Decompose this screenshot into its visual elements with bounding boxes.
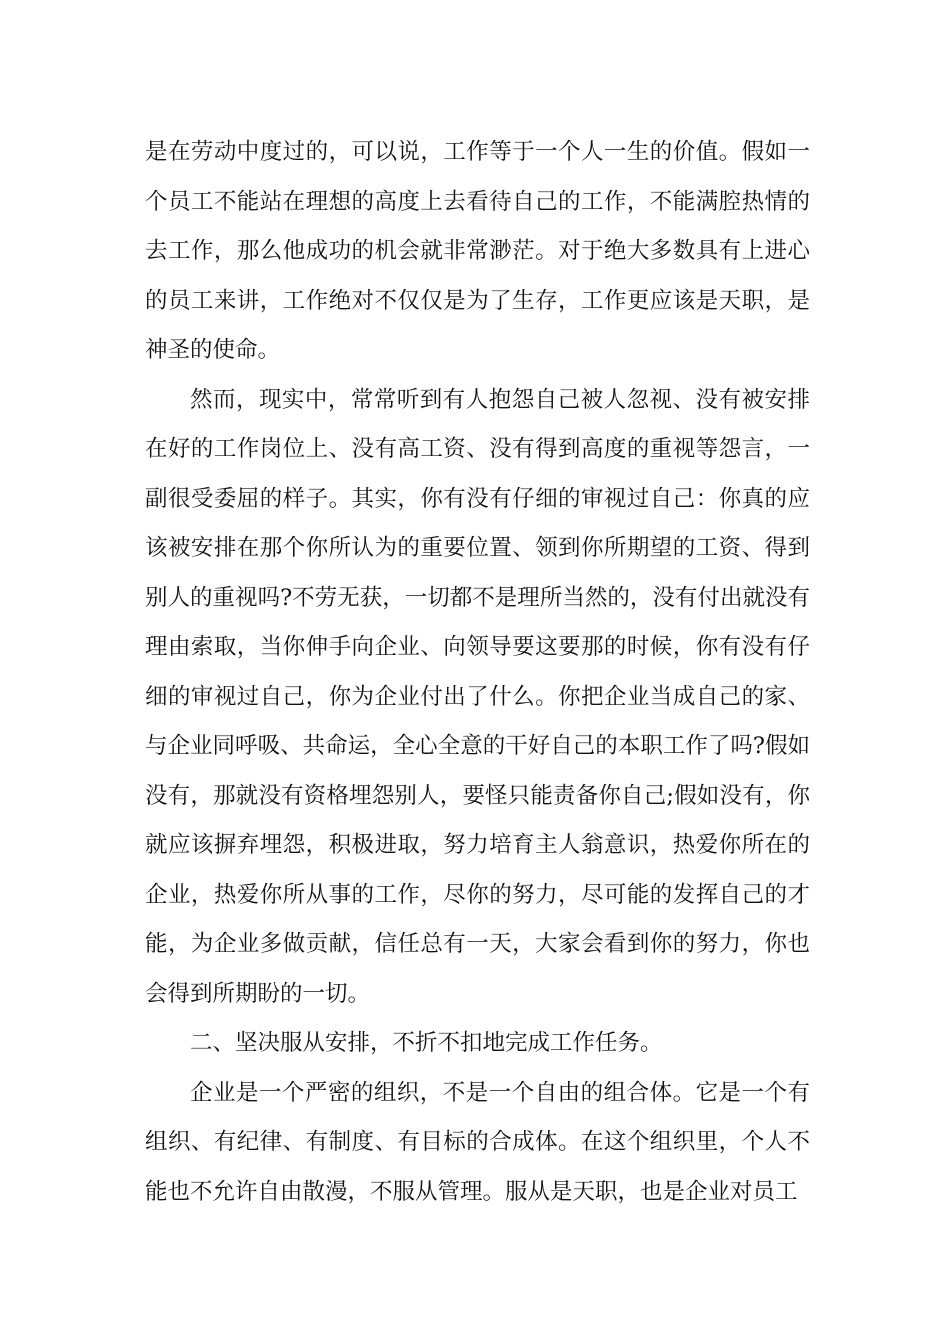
body-paragraph: 是在劳动中度过的，可以说，工作等于一个人一生的价值。假如一个员工不能站在理想的高度上去看待自己的工作，不能满腔热情的去工作，那么他成功的机会就非常渺茫。对于绝大多数具有上进心的员工来讲，工作绝对不仅仅是为了生存，工作更应该是天职，是神圣的使命。: [145, 139, 810, 363]
body-paragraph: 然而，现实中，常常听到有人抱怨自己被人忽视、没有被安排在好的工作岗位上、没有高工资、没有得到高度的重视等怨言，一副很受委屈的样子。其实，你有没有仔细的审视过自己：你真的应该被安排在那个你所认为的重要位置、领到你所期望的工资、得到别人的重视吗?不劳无获，一切都不是理所当然的，没有付出就没有理由索取，当你伸手向企业、向领导要这要那的时候，你有没有仔细的审视过自己，你为企业付出了什么。你把企业当成自己的家、与企业同呼吸、共命运，全心全意的干好自己的本职工作了吗?假如没有，那就没有资格埋怨别人，要怪只能责备你自己;假如没有，你就应该摒弃埋怨，积极进取，努力培育主人翁意识，热爱你所在的企业，热爱你所从事的工作，尽你的努力，尽可能的发挥自己的才能，为企业多做贡献，信任总有一天，大家会看到你的努力，你也会得到所期盼的一切。: [145, 386, 810, 1007]
document-page: [145, 128, 810, 1217]
section-heading: 二、坚决服从安排，不折不扣地完成工作任务。: [190, 1030, 663, 1056]
body-paragraph: 企业是一个严密的组织，不是一个自由的组合体。它是一个有组织、有纪律、有制度、有目标的合成体。在这个组织里，个人不能也不允许自由散漫，不服从管理。服从是天职，也是企业对员工: [145, 1079, 810, 1205]
